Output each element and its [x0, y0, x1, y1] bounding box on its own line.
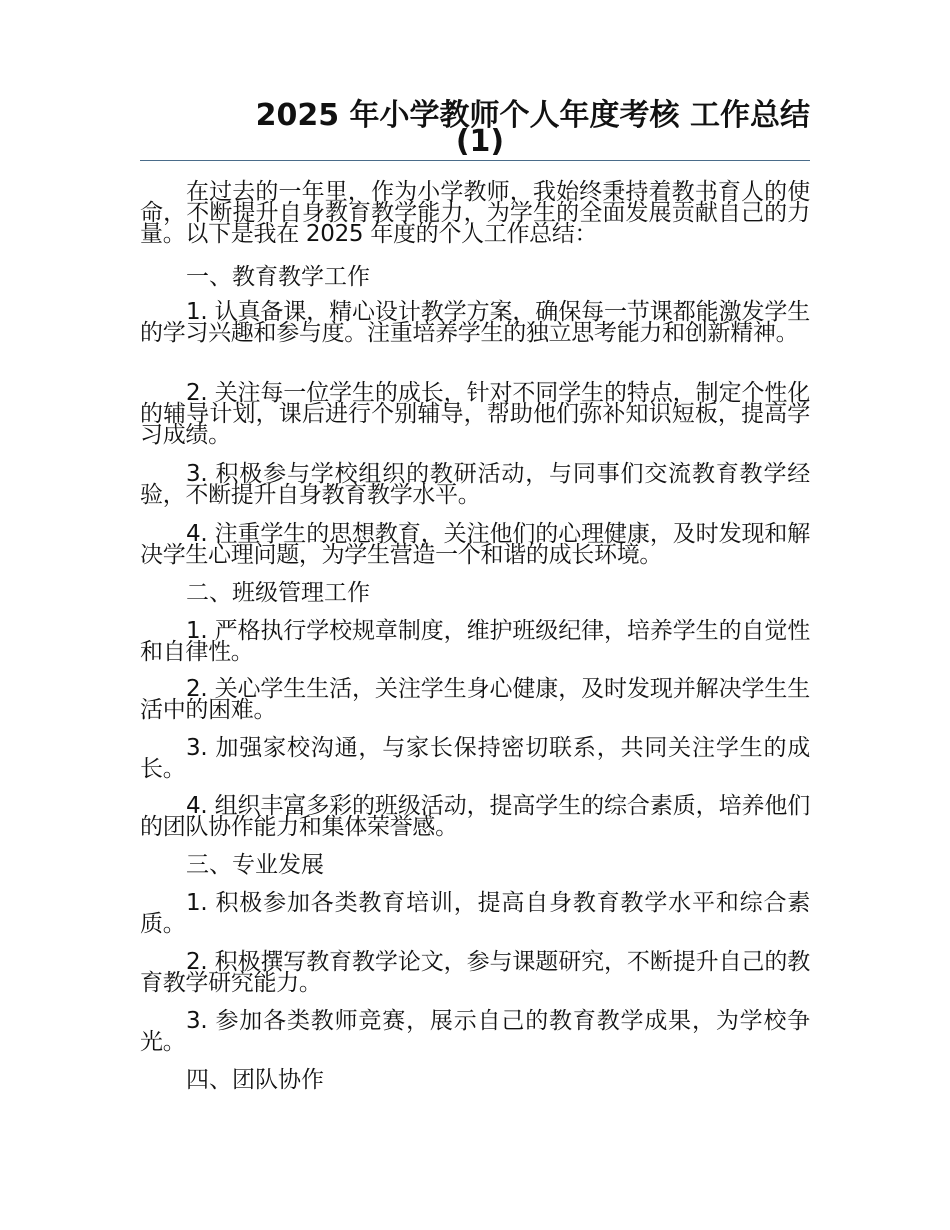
paragraph: 3. 加强家校沟通，与家长保持密切联系，共同关注学生的成长。: [140, 735, 810, 782]
paragraph: 1. 严格执行学校规章制度，维护班级纪律，培养学生的自觉性和自律性。: [140, 618, 810, 665]
title-divider: [140, 160, 810, 161]
paragraph: 2. 关注每一位学生的成长，针对不同学生的特点，制定个性化的辅导计划，课后进行个别辅导，帮助他们弥补知识短板，提高学习成绩。: [140, 380, 810, 448]
paragraph: 4. 组织丰富多彩的班级活动，提高学生的综合素质，培养他们的团队协作能力和集体荣誉感。: [140, 793, 810, 840]
paragraph: 1. 认真备课，精心设计教学方案，确保每一节课都能激发学生的学习兴趣和参与度。注重培养学生的独立思考能力和创新精神。: [140, 299, 810, 346]
paragraph: 4. 注重学生的思想教育，关注他们的心理健康，及时发现和解决学生心理问题，为学生营造一个和谐的成长环境。: [140, 521, 810, 568]
section-heading-1: 一、教育教学工作: [186, 264, 370, 290]
paragraph: 2. 关心学生生活，关注学生身心健康，及时发现并解决学生生活中的困难。: [140, 676, 810, 723]
section-heading-3: 三、专业发展: [186, 852, 324, 878]
intro-paragraph: 在过去的一年里，作为小学教师，我始终秉持着教书育人的使命，不断提升自身教育教学能力，为学生的全面发展贡献自己的力量。以下是我在 2025 年度的个人工作总结：: [140, 179, 810, 247]
document-title-number: (1): [455, 124, 505, 159]
document-title: 2025 年小学教师个人年度考核 工作总结: [255, 98, 810, 133]
paragraph: 3. 参加各类教师竞赛，展示自己的教育教学成果，为学校争光。: [140, 1008, 810, 1055]
paragraph: 2. 积极撰写教育教学论文，参与课题研究，不断提升自己的教育教学研究能力。: [140, 949, 810, 996]
section-heading-2: 二、班级管理工作: [186, 580, 370, 606]
paragraph: 3. 积极参与学校组织的教研活动，与同事们交流教育教学经验，不断提升自身教育教学水平。: [140, 461, 810, 508]
paragraph: 1. 积极参加各类教育培训，提高自身教育教学水平和综合素质。: [140, 890, 810, 937]
section-heading-4: 四、团队协作: [186, 1067, 324, 1093]
